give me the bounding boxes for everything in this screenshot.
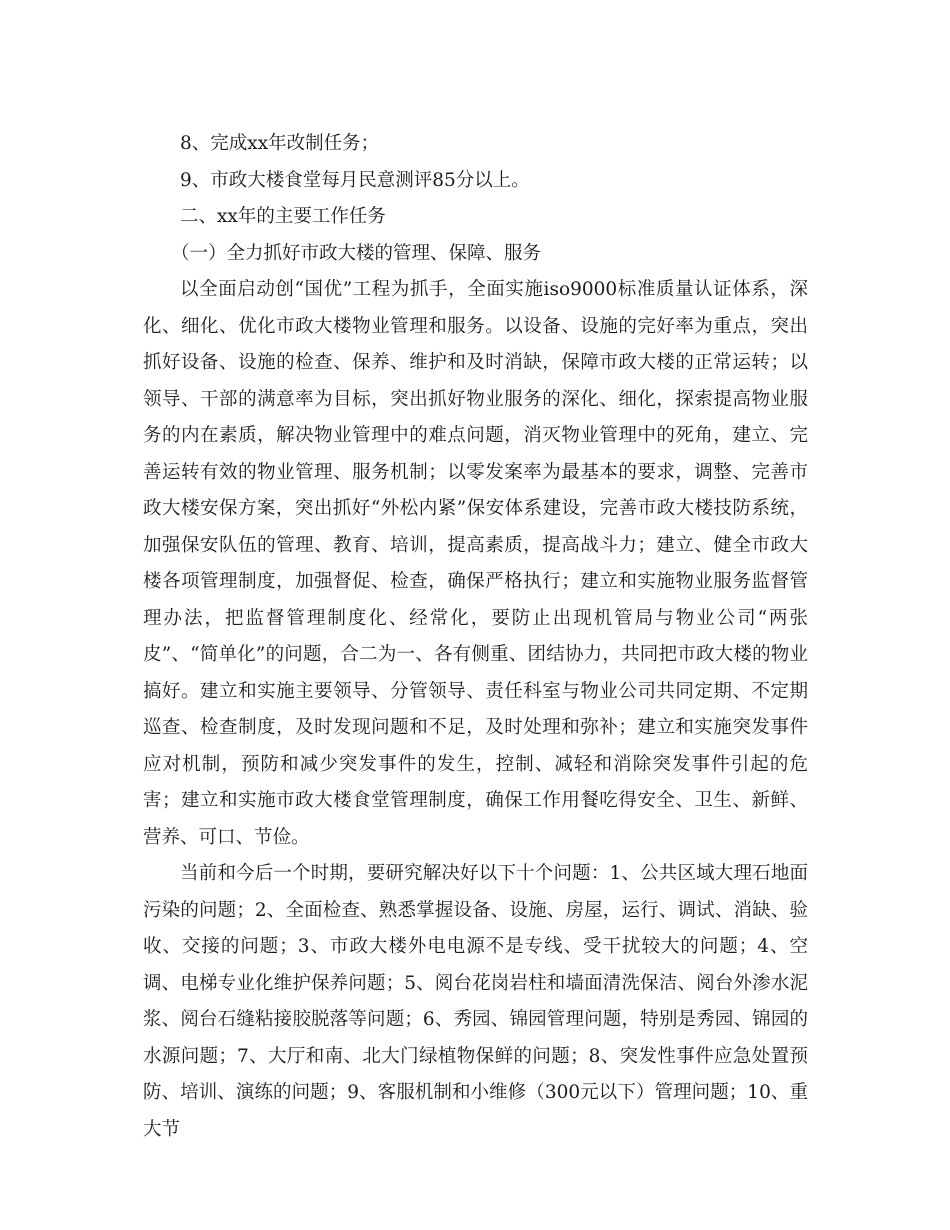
list-item-8: 8、完成xx年改制任务； xyxy=(180,133,380,154)
body-paragraph-1: 以全面启动创“国优”工程为抓手，全面实施iso9000标准质量认证体系，深化、细化、优化市政大楼物业管理和服务。以设备、设施的完好率为重点，突出抓好设备、设施的检查、保养、维护和及时消缺，保障市政大楼的正常运转；以领导、干部的满意率为目标，突出抓好物业服务的深化、细化，探索提高物业服务的内在素质，解决物业管理中的难点问题，消灭物业管理中的死角，建立、完善运转有效的物业管理、服务机制；以零发案率为最基本的要求，调整、完善市政大楼安保方案，突出抓好“外松内紧”保安体系建设，完善市政大楼技防系统，加强保安队伍的管理、教育、培训，提高素质，提高战斗力；建立、健全市政大楼各项管理制度，加强督促、检查，确保严格执行；建立和实施物业服务监督管理办法，把监督管理制度化、经常化，要防止出现机管局与物业公司“两张皮”、“简单化”的问题，合二为一、各有侧重、团结协力，共同把市政大楼的物业搞好。建立和实施主要领导、分管领导、责任科室与物业公司共同定期、不定期巡查、检查制度，及时发现问题和不足，及时处理和弥补；建立和实施突发事件应对机制，预防和减少突发事件的发生，控制、减轻和消除突发事件引起的危害；建立和实施市政大楼食堂管理制度，确保工作用餐吃得安全、卫生、新鲜、营养、可口、节俭。 xyxy=(143,279,808,848)
body-paragraph-2: 当前和今后一个时期，要研究解决好以下十个问题：1、公共区域大理石地面污染的问题；2、全面检查、熟悉掌握设备、设施、房屋，运行、调试、消缺、验收、交接的问题；3、市政大楼外电电源不是专线、受干扰较大的问题；4、空调、电梯专业化维护保养问题；5、阅台花岗岩柱和墙面清洗保洁、阅台外渗水泥浆、阅台石缝粘接胶脱落等问题；6、秀园、锦园管理问题，特别是秀园、锦园的水源问题；7、大厅和南、北大门绿植物保鲜的问题；8、突发性事件应急处置预防、培训、演练的问题；9、客服机制和小维修（300元以下）管理问题；10、重大节 xyxy=(143,863,808,1140)
section-heading: 二、xx年的主要工作任务 xyxy=(180,206,386,227)
subsection-heading: （一）全力抓好市政大楼的管理、保障、服务 xyxy=(171,242,542,264)
document-page xyxy=(143,126,808,1148)
list-item-9: 9、市政大楼食堂每月民意测评85分以上。 xyxy=(180,169,530,191)
